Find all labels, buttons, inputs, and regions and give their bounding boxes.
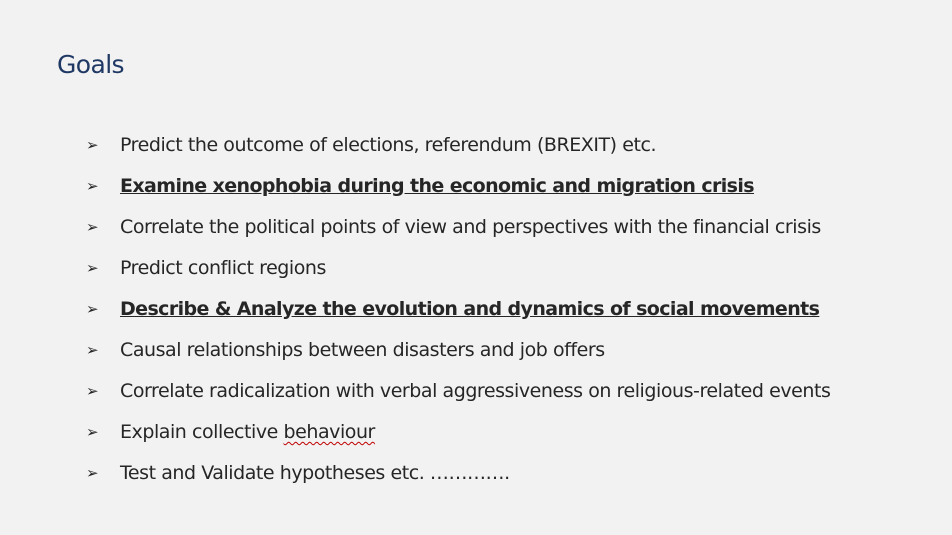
slide-title: Goals [57,50,124,79]
list-item [86,377,830,418]
bullet-text: Predict the outcome of elections, referendum (BREXIT) etc. [120,134,657,156]
bullet-list [86,131,830,500]
bullet-text [120,418,375,446]
arrow-bullet-icon: ➢ [86,341,99,359]
list-item [86,254,830,295]
list-item [86,336,830,377]
bullet-text-prefix: Explain collective [120,421,284,443]
bullet-text: Predict conflict regions [120,257,326,279]
arrow-bullet-icon: ➢ [86,300,99,318]
arrow-bullet-icon: ➢ [86,259,99,277]
arrow-bullet-icon: ➢ [86,218,99,236]
bullet-text: Correlate radicalization with verbal aggressiveness on religious-related events [120,380,831,402]
spellcheck-flagged-word[interactable]: behaviour [283,421,375,443]
list-item [86,131,830,172]
bullet-text-emphasized: Examine xenophobia during the economic and migration crisis [120,175,755,197]
list-item [86,418,830,459]
bullet-text: Causal relationships between disasters and job offers [120,339,605,361]
list-item [86,213,830,254]
arrow-bullet-icon: ➢ [86,136,99,154]
bullet-text: Test and Validate hypotheses etc. …………. [120,462,510,484]
list-item [86,172,830,213]
list-item [86,295,830,336]
arrow-bullet-icon: ➢ [86,382,99,400]
bullet-text: Correlate the political points of view and perspectives with the financial crisis [120,216,821,238]
arrow-bullet-icon: ➢ [86,177,99,195]
list-item [86,459,830,500]
arrow-bullet-icon: ➢ [86,464,99,482]
arrow-bullet-icon: ➢ [86,423,99,441]
bullet-text-emphasized: Describe & Analyze the evolution and dynamics of social movements [120,298,820,320]
